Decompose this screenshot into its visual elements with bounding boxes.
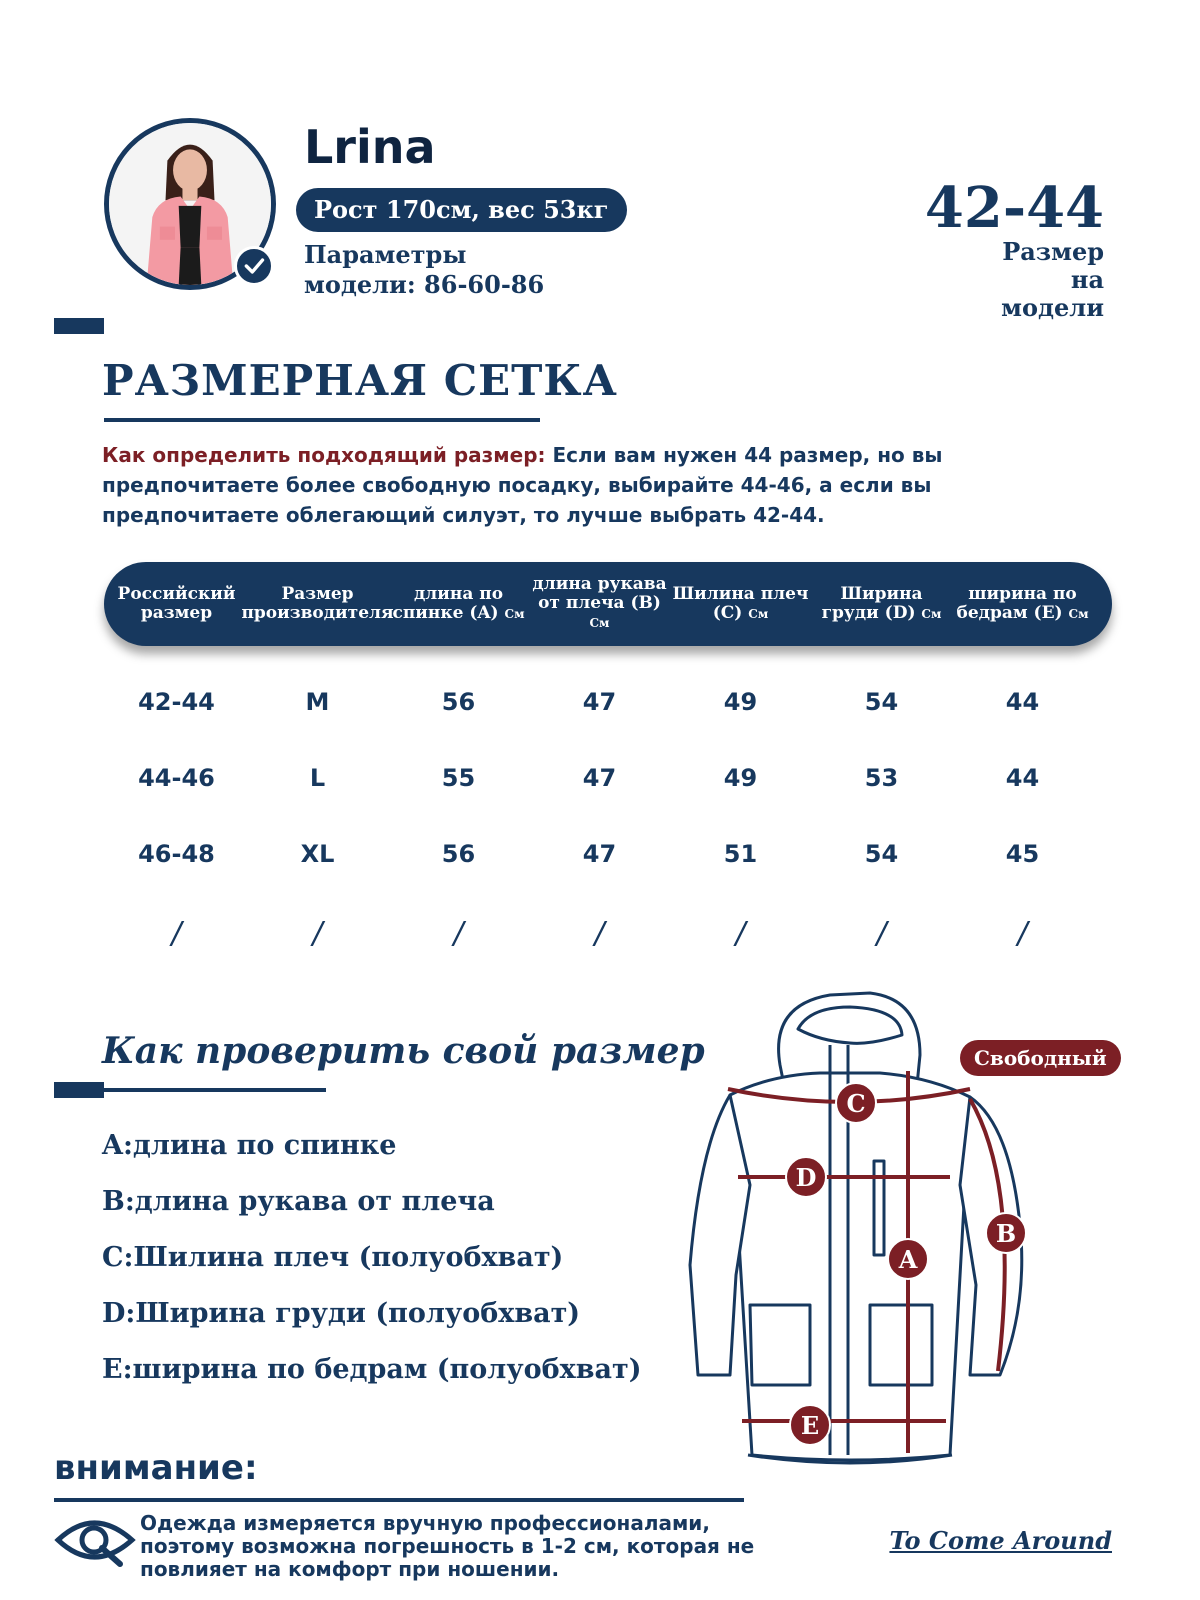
table-row	[104, 682, 1112, 722]
table-cell: 44-46	[138, 764, 215, 792]
brand-link[interactable]: To Come Around	[889, 1526, 1112, 1555]
col-header-hip-width: ширина по бедрам (E) См	[956, 583, 1089, 623]
attention-text: Одежда измеряется вручную профессионалами, поэтому возможна погрешность в 1-2 см, которая не повлияет на комфорт при ношении.	[140, 1511, 755, 1581]
accent-bar	[54, 318, 104, 334]
marker-b: B	[995, 1219, 1017, 1248]
table-cell: 47	[582, 688, 617, 716]
size-advice	[102, 440, 1112, 530]
table-cell: /	[312, 916, 323, 951]
eye-icon	[54, 1510, 136, 1570]
table-cell: /	[453, 916, 464, 951]
size-on-model	[924, 175, 1104, 322]
table-cell: 54	[864, 688, 899, 716]
accent-bar	[54, 1082, 104, 1098]
table-cell: 47	[582, 764, 617, 792]
check-size-title: Как проверить свой размер	[102, 1030, 705, 1072]
section-underline	[104, 418, 540, 422]
col-header-ru-size: Российский размер	[117, 584, 236, 623]
size-advice-text: Если вам нужен 44 размер, но вы предпочитаете более свободную посадку, выбирайте 44-46, а если вы предпочитаете облегающий силуэт, то лучше выбрать 42-44.	[102, 443, 943, 527]
attention-underline	[54, 1498, 744, 1502]
table-cell: 42-44	[138, 688, 215, 716]
table-row	[104, 914, 1112, 954]
size-on-model-label: Размер на модели	[1001, 237, 1104, 322]
table-cell: 46-48	[138, 840, 215, 868]
size-advice-lead: Как определить подходящий размер:	[102, 443, 546, 467]
section-title: РАЗМЕРНАЯ СЕТКА	[102, 356, 618, 405]
col-header-chest-width: Ширина груди (D) См	[821, 583, 942, 623]
table-cell: 53	[864, 764, 899, 792]
legend-item-d: D:Ширина груди (полуобхват)	[102, 1298, 581, 1329]
table-cell: 51	[723, 840, 758, 868]
marker-c: C	[846, 1089, 866, 1118]
model-height-weight-badge: Рост 170см, вес 53кг	[296, 188, 627, 232]
col-header-sleeve-length: длина рукава от плеча (B) См	[532, 574, 667, 630]
legend-item-b: B:длина рукава от плеча	[102, 1186, 495, 1217]
col-header-shoulder-width: Шилина плеч (C) См	[672, 583, 809, 623]
table-cell: 54	[864, 840, 899, 868]
fit-badge: Свободный	[960, 1040, 1121, 1076]
table-cell: 47	[582, 840, 617, 868]
table-cell: 44	[1005, 688, 1040, 716]
table-cell: XL	[300, 840, 335, 868]
table-cell: /	[594, 916, 605, 951]
table-cell: 45	[1005, 840, 1040, 868]
marker-a: A	[898, 1245, 918, 1274]
verified-check-icon	[234, 246, 274, 286]
legend-item-a: A:длина по спинке	[102, 1130, 397, 1161]
size-table-header	[104, 562, 1112, 646]
model-params: Параметры модели: 86-60-86	[304, 240, 545, 299]
col-header-back-length: длина по спинке (A) См	[392, 583, 525, 623]
table-cell: /	[735, 916, 746, 951]
attention-title: внимание:	[54, 1448, 258, 1488]
table-cell: /	[171, 916, 182, 951]
jacket-diagram-icon	[670, 985, 1090, 1505]
table-cell: 49	[723, 688, 758, 716]
table-cell: 49	[723, 764, 758, 792]
model-name: Lrina	[304, 120, 436, 174]
table-cell: /	[876, 916, 887, 951]
col-header-maker-size: Размер производителя	[241, 584, 394, 623]
check-size-underline	[104, 1088, 326, 1092]
table-row	[104, 834, 1112, 874]
size-on-model-value: 42-44	[924, 175, 1104, 241]
table-row	[104, 758, 1112, 798]
table-cell: /	[1017, 916, 1028, 951]
table-cell: 55	[441, 764, 476, 792]
table-cell: 56	[441, 840, 476, 868]
table-cell: M	[305, 688, 330, 716]
measurement-legend	[102, 1118, 641, 1398]
table-cell: 56	[441, 688, 476, 716]
marker-d: D	[795, 1163, 817, 1192]
table-cell: L	[309, 764, 326, 792]
marker-e: E	[800, 1411, 820, 1440]
legend-item-c: C:Шилина плеч (полуобхват)	[102, 1242, 564, 1273]
legend-item-e: E:ширина по бедрам (полуобхват)	[102, 1354, 642, 1385]
table-cell: 44	[1005, 764, 1040, 792]
